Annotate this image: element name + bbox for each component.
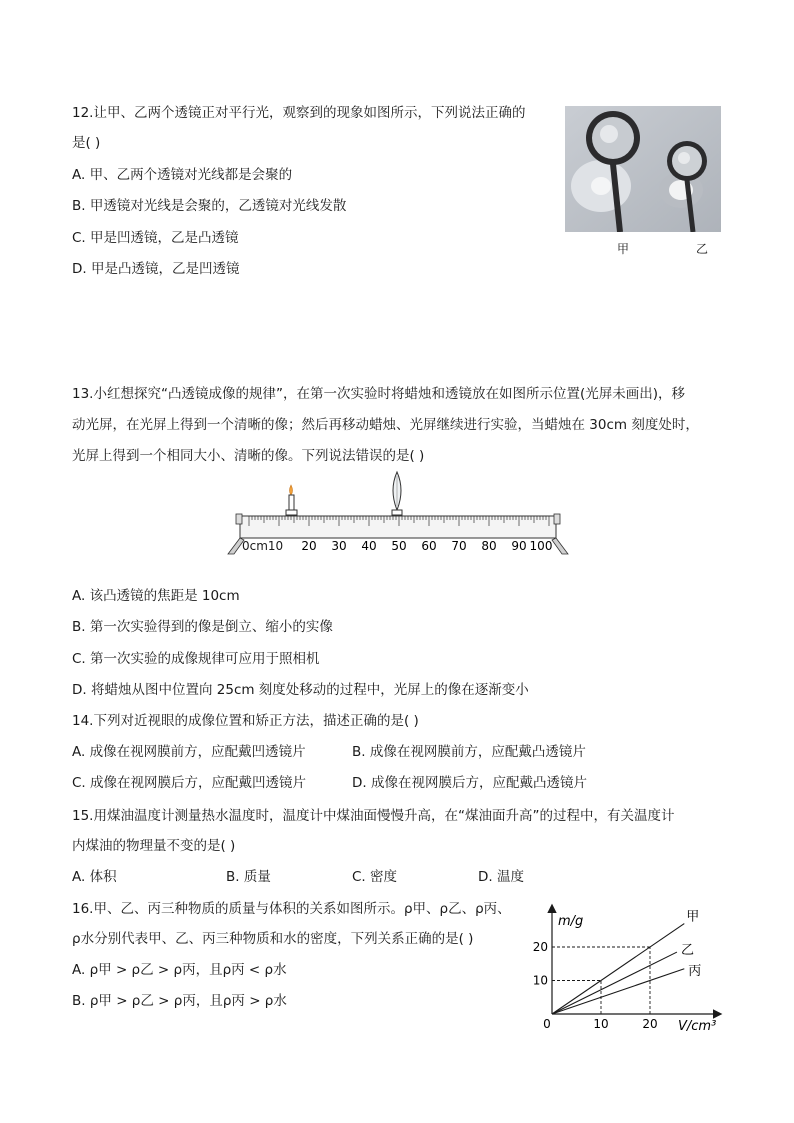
ruler-label-50: 50	[391, 539, 407, 553]
q12-option-c: C. 甲是凹透镜，乙是凸透镜	[72, 230, 239, 246]
x-tick-10: 10	[593, 1017, 609, 1031]
ruler-label-40: 40	[361, 539, 377, 553]
q13-stem-line3: 光屏上得到一个相同大小、清晰的像。下列说法错误的是( )	[72, 448, 425, 464]
q13-option-d: D. 将蜡烛从图中位置向 25cm 刻度处移动的过程中，光屏上的像在逐渐变小	[72, 682, 529, 698]
q14-option-d: D. 成像在视网膜后方，应配戴凸透镜片	[352, 775, 587, 791]
ruler-label-100: 100	[529, 539, 553, 553]
q12-option-b: B. 甲透镜对光线是会聚的，乙透镜对光线发散	[72, 198, 347, 214]
q13-option-a: A. 该凸透镜的焦距是 10cm	[72, 588, 240, 604]
series-line-3	[552, 969, 684, 1014]
q13-option-c: C. 第一次实验的成像规律可应用于照相机	[72, 651, 320, 667]
q15-option-d: D. 温度	[478, 869, 524, 885]
q16-option-a: A. ρ甲 > ρ乙 > ρ丙，且ρ丙 < ρ水	[72, 962, 287, 978]
q12-stem-line1: 12.让甲、乙两个透镜正对平行光，观察到的现象如图所示，下列说法正确的	[72, 105, 526, 121]
q15-option-c: C. 密度	[352, 869, 398, 885]
series-label-3: 丙	[688, 963, 702, 979]
ruler-label-0: 0cm10	[242, 539, 284, 553]
q15-stem-line1: 15.用煤油温度计测量热水温度时，温度计中煤油面慢慢升高，在“煤油面升高”的过程中，有关温度计	[72, 808, 675, 824]
q12-option-d: D. 甲是凸透镜，乙是凹透镜	[72, 261, 240, 277]
series-label-2: 乙	[680, 943, 694, 959]
series-line-1	[552, 924, 684, 1014]
convex-lens-icon	[392, 472, 402, 515]
q12-label-yi: 乙	[696, 242, 709, 256]
q16-stem-line1: 16.甲、乙、丙三种物质的质量与体积的关系如图所示。ρ甲、ρ乙、ρ丙、	[72, 901, 511, 917]
series-line-2	[552, 952, 677, 1014]
q16-mass-volume-chart	[520, 898, 730, 1038]
q15-stem-line2: 内煤油的物理量不变的是( )	[72, 838, 236, 854]
q13-stem-line1: 13.小红想探究“凸透镜成像的规律”，在第一次实验时将蜡烛和透镜放在如图所示位置(光屏未画出)，移	[72, 386, 685, 402]
q14-option-a: A. 成像在视网膜前方，应配戴凹透镜片	[72, 744, 306, 760]
q14-option-c: C. 成像在视网膜后方，应配戴凹透镜片	[72, 775, 307, 791]
x-axis-label: V/cm³	[678, 1019, 717, 1034]
q16-option-b: B. ρ甲 > ρ乙 > ρ丙，且ρ丙 > ρ水	[72, 993, 287, 1009]
ruler-label-20: 20	[301, 539, 317, 553]
ruler-label-70: 70	[451, 539, 467, 553]
y-tick-20: 20	[532, 940, 548, 954]
q12-stem-line2: 是( )	[72, 135, 101, 151]
y-axis-label: m/g	[558, 914, 584, 929]
q14-stem: 14.下列对近视眼的成像位置和矫正方法，描述正确的是( )	[72, 713, 419, 729]
series-label-1: 甲	[686, 909, 700, 925]
origin-label: 0	[543, 1017, 551, 1031]
q12-option-a: A. 甲、乙两个透镜对光线都是会聚的	[72, 167, 293, 183]
y-tick-10: 10	[532, 973, 548, 988]
candle-icon	[286, 485, 297, 515]
q14-option-b: B. 成像在视网膜前方，应配戴凸透镜片	[352, 744, 586, 760]
q12-label-jia: 甲	[617, 242, 630, 256]
q15-option-b: B. 质量	[226, 869, 271, 885]
q13-optical-bench	[218, 470, 578, 560]
q12-lens-photo	[565, 106, 721, 232]
ruler-label-60: 60	[421, 539, 437, 553]
ruler-label-30: 30	[331, 539, 347, 553]
x-tick-20: 20	[642, 1017, 658, 1031]
q15-option-a: A. 体积	[72, 869, 117, 885]
q13-stem-line2: 动光屏，在光屏上得到一个清晰的像；然后再移动蜡烛、光屏继续进行实验，当蜡烛在 30cm 刻度处时，	[72, 417, 699, 433]
q16-stem-line2: ρ水分别代表甲、乙、丙三种物质和水的密度，下列关系正确的是( )	[72, 931, 474, 947]
q13-option-b: B. 第一次实验得到的像是倒立、缩小的实像	[72, 619, 333, 635]
ruler-label-90: 90	[511, 539, 527, 553]
ruler-label-80: 80	[481, 539, 497, 553]
